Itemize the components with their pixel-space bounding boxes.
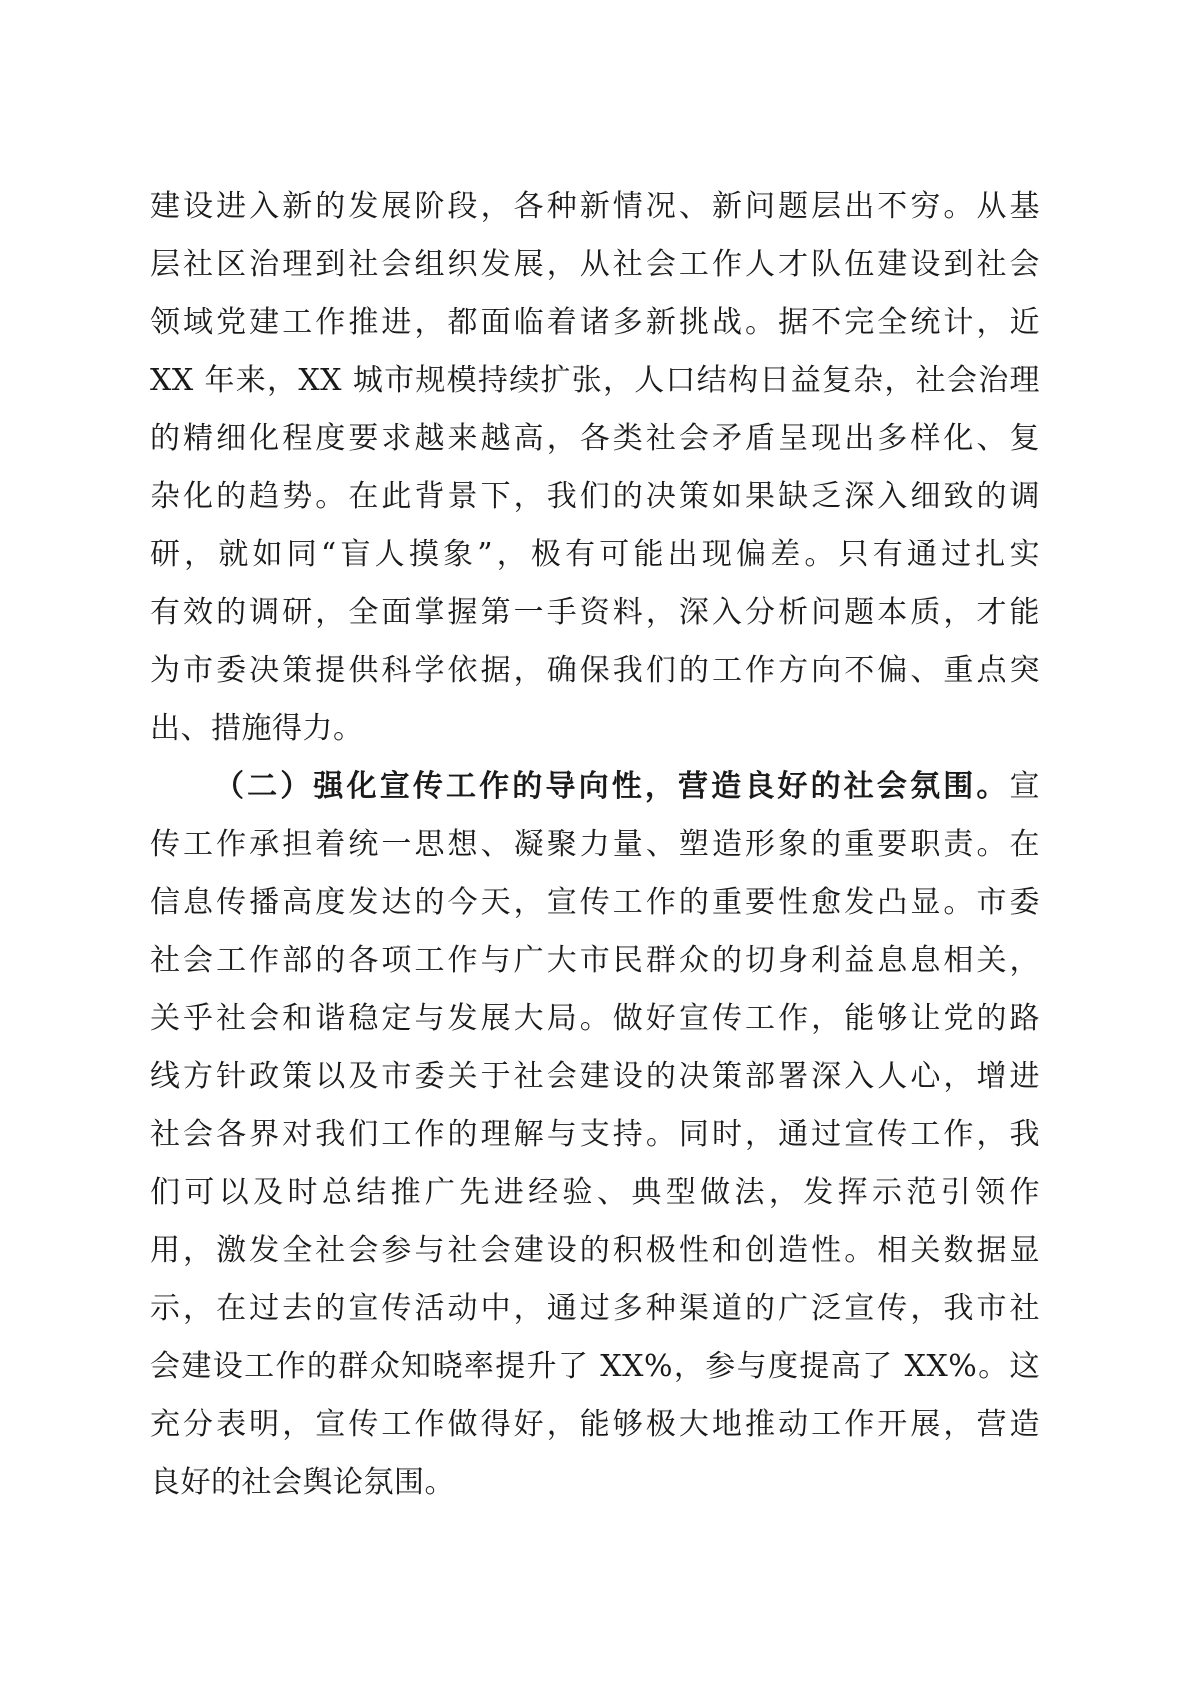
- paragraph-2: [150, 758, 1040, 1512]
- paragraph-line: 用，激发全社会参与社会建设的积极性和创造性。相关数据显: [150, 1233, 1040, 1268]
- paragraph-line: 为市委决策提供科学依据，确保我们的工作方向不偏、重点突: [150, 653, 1040, 688]
- paragraph-1: [150, 178, 1040, 758]
- paragraph-line: 领域党建工作推进，都面临着诸多新挑战。据不完全统计，近: [150, 305, 1040, 340]
- paragraph-line: 线方针政策以及市委关于社会建设的决策部署深入人心，增进: [150, 1059, 1040, 1094]
- heading-tail-text: 宣: [1009, 769, 1040, 804]
- paragraph-line: 传工作承担着统一思想、凝聚力量、塑造形象的重要职责。在: [150, 827, 1040, 862]
- paragraph-line: 有效的调研，全面掌握第一手资料，深入分析问题本质，才能: [150, 595, 1040, 630]
- paragraph-line: 信息传播高度发达的今天，宣传工作的重要性愈发凸显。市委: [150, 885, 1040, 920]
- paragraph-line: 社会各界对我们工作的理解与支持。同时，通过宣传工作，我: [150, 1117, 1040, 1152]
- section-heading-line: [150, 758, 1040, 816]
- body-text: [150, 178, 1040, 1512]
- paragraph-line: 充分表明，宣传工作做得好，能够极大地推动工作开展，营造: [150, 1407, 1040, 1442]
- paragraph-line: XX 年来，XX 城市规模持续扩张，人口结构日益复杂，社会治理: [150, 363, 1040, 398]
- paragraph-line: 示，在过去的宣传活动中，通过多种渠道的广泛宣传，我市社: [150, 1291, 1040, 1326]
- paragraph-line: 们可以及时总结推广先进经验、典型做法，发挥示范引领作: [150, 1175, 1040, 1210]
- section-heading: （二）强化宣传工作的导向性，营造良好的社会氛围。: [214, 769, 1010, 804]
- paragraph-line: 的精细化程度要求越来越高，各类社会矛盾呈现出多样化、复: [150, 421, 1040, 456]
- paragraph-line: 层社区治理到社会组织发展，从社会工作人才队伍建设到社会: [150, 247, 1040, 282]
- paragraph-line: 出、措施得力。: [150, 711, 364, 746]
- paragraph-line: 会建设工作的群众知晓率提升了 XX%，参与度提高了 XX%。这: [150, 1349, 1040, 1384]
- paragraph-line: 建设进入新的发展阶段，各种新情况、新问题层出不穷。从基: [150, 189, 1040, 224]
- paragraph-line: 杂化的趋势。在此背景下，我们的决策如果缺乏深入细致的调: [150, 479, 1040, 514]
- paragraph-line: 良好的社会舆论氛围。: [150, 1465, 455, 1500]
- paragraph-line: 关乎社会和谐稳定与发展大局。做好宣传工作，能够让党的路: [150, 1001, 1040, 1036]
- paragraph-line: 社会工作部的各项工作与广大市民群众的切身利益息息相关，: [150, 943, 1040, 978]
- paragraph-line: 研，就如同“盲人摸象”，极有可能出现偏差。只有通过扎实: [150, 537, 1040, 572]
